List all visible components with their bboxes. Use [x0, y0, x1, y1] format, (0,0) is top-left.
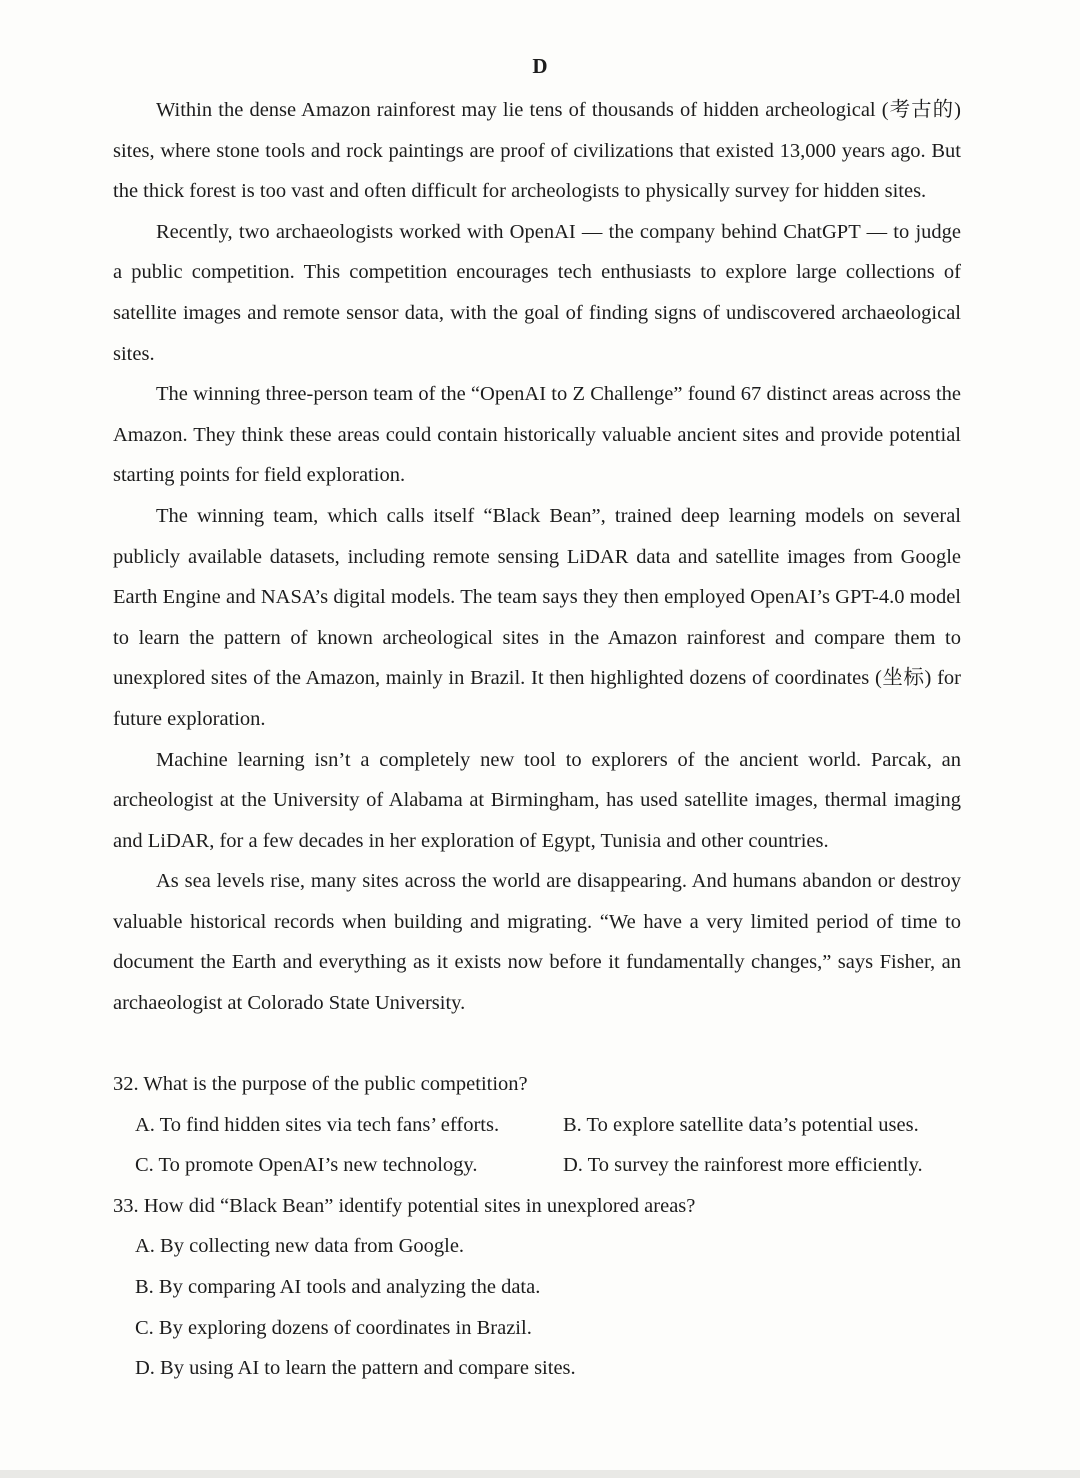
- passage-paragraph: As sea levels rise, many sites across the world are disappearing. And humans abandon or destroy valuable historical records when building and migrating. “We have a very limited period of time to document the Earth and everything as it exists now before it fundamentally changes,” says Fisher, an archaeologist at Colorado State University.: [113, 870, 961, 1015]
- passage-paragraph: The winning three-person team of the “OpenAI to Z Challenge” found 67 distinct areas across the Amazon. They think these areas could contain historically valuable ancient sites and provide potential starting points for field exploration.: [113, 383, 961, 487]
- option-d: D. By using AI to learn the pattern and compare sites.: [135, 1357, 576, 1380]
- option-a: A. By collecting new data from Google.: [135, 1235, 465, 1258]
- question-stem: 32. What is the purpose of the public competition?: [113, 1073, 528, 1095]
- passage-paragraph: The winning team, which calls itself “Black Bean”, trained deep learning models on several publicly available datasets, including remote sensing LiDAR data and satellite images from Google Earth Engine and NASA’s digital models. The team says they then employed OpenAI’s GPT-4.0 model to learn the pattern of known archeological sites in the Amazon rainforest and compare them to unexplored sites of the Amazon, mainly in Brazil. It then highlighted dozens of coordinates (坐标) for future exploration.: [113, 504, 961, 730]
- option-a: A. To find hidden sites via tech fans’ efforts.: [135, 1113, 500, 1136]
- passage-paragraph: Within the dense Amazon rainforest may lie tens of thousands of hidden archeological (考古的) sites, where stone tools and rock paintings are proof of civilizations that existed 13,000 years ago. But the thick forest is too vast and often difficult for archeologists to physically survey for hidden sites.: [113, 99, 961, 203]
- question-33: [113, 1186, 961, 1389]
- passage-paragraph: Recently, two archaeologists worked with OpenAI — the company behind ChatGPT — to judge a public competition. This competition encourages tech enthusiasts to explore large collections of satellite images and remote sensor data, with the goal of finding signs of undiscovered archaeological sites.: [113, 220, 961, 365]
- option-b: B. To explore satellite data’s potential uses.: [563, 1113, 919, 1136]
- passage-paragraph: Machine learning isn’t a completely new tool to explorers of the ancient world. Parcak, an archeologist at the University of Alabama at Birmingham, has used satellite images, thermal imaging and LiDAR, for a few decades in her exploration of Egypt, Tunisia and other countries.: [113, 748, 961, 852]
- question-32: [113, 1064, 961, 1186]
- answer-options: [135, 1226, 961, 1388]
- questions-section: [113, 1064, 961, 1389]
- answer-options: [135, 1105, 961, 1186]
- option-d: D. To survey the rainforest more efficiently.: [563, 1154, 923, 1177]
- option-b: B. By comparing AI tools and analyzing the data.: [135, 1275, 541, 1298]
- reading-passage: [113, 90, 961, 1024]
- question-stem: 33. How did “Black Bean” identify potential sites in unexplored areas?: [113, 1194, 696, 1217]
- option-c: C. By exploring dozens of coordinates in Brazil.: [135, 1316, 532, 1339]
- page-bottom-edge: [0, 1470, 1080, 1478]
- option-c: C. To promote OpenAI’s new technology.: [135, 1154, 478, 1177]
- section-heading: D: [532, 54, 548, 78]
